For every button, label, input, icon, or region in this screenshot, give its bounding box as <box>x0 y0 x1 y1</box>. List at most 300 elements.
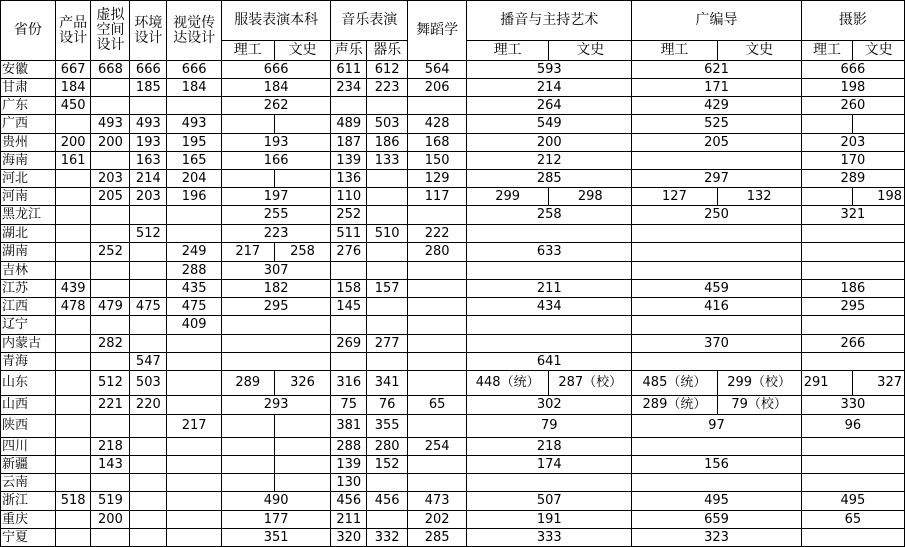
environment-design-cell <box>130 97 167 115</box>
province-cell: 甘肃 <box>1 79 56 97</box>
product-design-cell <box>55 262 91 280</box>
broadcast-cell <box>467 316 632 335</box>
virtual-space-design-cell <box>91 97 130 115</box>
header-text: 空间 <box>96 22 125 39</box>
subheader-voice: 声乐 <box>331 41 367 61</box>
photo-cell: 295 <box>801 298 904 316</box>
broadcast-cell: 258 <box>467 206 632 225</box>
editing-lit-cell: 132 <box>717 188 801 206</box>
table-row <box>1 316 905 335</box>
instrument-cell: 503 <box>367 115 408 134</box>
costume-cell: 177 <box>221 511 330 529</box>
instrument-cell: 186 <box>367 134 408 152</box>
editing-lit-cell: 299（校） <box>717 371 801 396</box>
dance-cell: 202 <box>408 511 467 529</box>
province-cell: 陕西 <box>1 415 56 438</box>
costume-lit-cell <box>274 170 331 188</box>
product-design-cell <box>55 243 91 262</box>
header-province <box>1 1 56 61</box>
province-cell: 重庆 <box>1 511 56 529</box>
header-product-design <box>55 1 91 61</box>
province-cell: 山东 <box>1 371 56 396</box>
photo-lit-cell <box>853 115 905 134</box>
instrument-cell <box>367 188 408 206</box>
instrument-cell: 355 <box>367 415 408 438</box>
table-row <box>1 262 905 280</box>
product-design-cell <box>55 316 91 335</box>
header-text: 设计 <box>96 36 125 53</box>
photo-cell <box>801 353 904 371</box>
province-cell: 安徽 <box>1 61 56 79</box>
voice-cell: 288 <box>331 438 367 456</box>
voice-cell: 110 <box>331 188 367 206</box>
instrument-cell <box>367 206 408 225</box>
costume-cell: 197 <box>221 188 330 206</box>
voice-cell: 252 <box>331 206 367 225</box>
broadcast-cell: 264 <box>467 97 632 115</box>
header-text: 视觉传 <box>173 14 216 31</box>
photo-cell <box>801 438 904 456</box>
environment-design-cell <box>130 262 167 280</box>
visual-communication-cell: 493 <box>167 115 222 134</box>
visual-communication-cell: 204 <box>167 170 222 188</box>
broadcast-cell: 593 <box>467 61 632 79</box>
dance-cell: 564 <box>408 61 467 79</box>
dance-cell <box>408 371 467 396</box>
instrument-cell: 341 <box>367 371 408 396</box>
visual-communication-cell <box>167 97 222 115</box>
header-text: 设计 <box>134 29 163 46</box>
environment-design-cell <box>130 474 167 492</box>
virtual-space-design-cell <box>91 262 130 280</box>
header-text: 服装表演本科 <box>234 12 319 29</box>
product-design-cell <box>55 170 91 188</box>
province-cell: 黑龙江 <box>1 206 56 225</box>
editing-cell: 97 <box>632 415 801 438</box>
product-design-cell <box>55 225 91 243</box>
table-row <box>1 225 905 243</box>
visual-communication-cell <box>167 474 222 492</box>
dance-cell <box>408 335 467 353</box>
costume-cell: 193 <box>221 134 330 152</box>
visual-communication-cell: 196 <box>167 188 222 206</box>
virtual-space-design-cell: 512 <box>91 371 130 396</box>
voice-cell: 139 <box>331 456 367 474</box>
visual-communication-cell <box>167 335 222 353</box>
editing-cell <box>632 262 801 280</box>
table-header <box>1 1 905 61</box>
broadcast-cell: 218 <box>467 438 632 456</box>
environment-design-cell: 475 <box>130 298 167 316</box>
broadcast-cell: 641 <box>467 353 632 371</box>
instrument-cell: 612 <box>367 61 408 79</box>
environment-design-cell: 547 <box>130 353 167 371</box>
broadcast-cell <box>467 335 632 353</box>
photo-cell <box>801 243 904 262</box>
costume-cell: 184 <box>221 79 330 97</box>
province-cell: 新疆 <box>1 456 56 474</box>
instrument-cell: 332 <box>367 529 408 547</box>
editing-cell: 659 <box>632 511 801 529</box>
dance-cell <box>408 456 467 474</box>
visual-communication-cell <box>167 492 222 511</box>
editing-cell <box>632 438 801 456</box>
province-cell: 江苏 <box>1 280 56 298</box>
broadcast-cell: 174 <box>467 456 632 474</box>
editing-cell <box>632 353 801 371</box>
product-design-cell <box>55 438 91 456</box>
broadcast-cell: 212 <box>467 152 632 170</box>
voice-cell: 136 <box>331 170 367 188</box>
virtual-space-design-cell <box>91 79 130 97</box>
table-row <box>1 335 905 353</box>
dance-cell: 117 <box>408 188 467 206</box>
virtual-space-design-cell: 205 <box>91 188 130 206</box>
table-row <box>1 371 905 396</box>
table-row <box>1 438 905 456</box>
costume-cell: 182 <box>221 280 330 298</box>
photo-cell: 198 <box>801 79 904 97</box>
voice-cell <box>331 262 367 280</box>
broadcast-lit-cell: 298 <box>549 188 632 206</box>
province-cell: 云南 <box>1 474 56 492</box>
province-cell: 吉林 <box>1 262 56 280</box>
visual-communication-cell: 666 <box>167 61 222 79</box>
photo-cell <box>801 262 904 280</box>
editing-cell: 525 <box>632 115 801 134</box>
broadcast-cell: 200 <box>467 134 632 152</box>
voice-cell: 611 <box>331 61 367 79</box>
header-text: 达设计 <box>173 29 216 46</box>
table-row <box>1 511 905 529</box>
dance-cell: 206 <box>408 79 467 97</box>
visual-communication-cell: 435 <box>167 280 222 298</box>
virtual-space-design-cell <box>91 415 130 438</box>
editing-cell: 250 <box>632 206 801 225</box>
product-design-cell: 518 <box>55 492 91 511</box>
broadcast-cell: 211 <box>467 280 632 298</box>
environment-design-cell: 512 <box>130 225 167 243</box>
visual-communication-cell: 184 <box>167 79 222 97</box>
costume-cell: 293 <box>221 396 330 415</box>
costume-lit-cell <box>274 474 331 492</box>
table-row <box>1 280 905 298</box>
dance-cell: 129 <box>408 170 467 188</box>
virtual-space-design-cell: 221 <box>91 396 130 415</box>
table-body <box>1 61 905 547</box>
visual-communication-cell <box>167 206 222 225</box>
table-row <box>1 474 905 492</box>
costume-sci-cell <box>221 456 274 474</box>
dance-cell <box>408 316 467 335</box>
costume-cell: 666 <box>221 61 330 79</box>
instrument-cell: 223 <box>367 79 408 97</box>
costume-lit-cell <box>274 415 331 438</box>
editing-cell: 323 <box>632 529 801 547</box>
province-cell: 湖南 <box>1 243 56 262</box>
virtual-space-design-cell <box>91 353 130 371</box>
subheader-sci: 理工 <box>467 41 549 61</box>
province-cell: 河南 <box>1 188 56 206</box>
editing-cell <box>632 243 801 262</box>
costume-lit-cell <box>274 456 331 474</box>
visual-communication-cell <box>167 511 222 529</box>
costume-lit-cell: 326 <box>274 371 331 396</box>
costume-cell: 307 <box>221 262 330 280</box>
editing-sci-cell: 485（统） <box>632 371 717 396</box>
voice-cell: 187 <box>331 134 367 152</box>
costume-cell: 295 <box>221 298 330 316</box>
voice-cell: 130 <box>331 474 367 492</box>
photo-cell: 330 <box>801 396 904 415</box>
table-row <box>1 79 905 97</box>
table-row <box>1 396 905 415</box>
environment-design-cell <box>130 243 167 262</box>
environment-design-cell <box>130 316 167 335</box>
editing-cell: 370 <box>632 335 801 353</box>
instrument-cell: 133 <box>367 152 408 170</box>
instrument-cell <box>367 262 408 280</box>
header-text: 广编导 <box>695 12 738 29</box>
costume-sci-cell <box>221 170 274 188</box>
dance-cell <box>408 280 467 298</box>
broadcast-cell: 214 <box>467 79 632 97</box>
instrument-cell <box>367 511 408 529</box>
dance-cell: 65 <box>408 396 467 415</box>
voice-cell: 320 <box>331 529 367 547</box>
editing-sci-cell: 289（统） <box>632 396 717 415</box>
broadcast-cell: 633 <box>467 243 632 262</box>
instrument-cell <box>367 353 408 371</box>
instrument-cell <box>367 97 408 115</box>
voice-cell: 381 <box>331 415 367 438</box>
editing-cell <box>632 316 801 335</box>
product-design-cell <box>55 396 91 415</box>
virtual-space-design-cell: 519 <box>91 492 130 511</box>
province-cell: 广西 <box>1 115 56 134</box>
instrument-cell: 280 <box>367 438 408 456</box>
environment-design-cell: 214 <box>130 170 167 188</box>
subheader-sci: 理工 <box>221 41 274 61</box>
instrument-cell: 157 <box>367 280 408 298</box>
table-row <box>1 298 905 316</box>
costume-sci-cell: 289 <box>221 371 274 396</box>
header-province-label: 省份 <box>13 22 42 39</box>
photo-sci-cell <box>801 188 853 206</box>
visual-communication-cell: 249 <box>167 243 222 262</box>
instrument-cell <box>367 474 408 492</box>
dance-cell: 222 <box>408 225 467 243</box>
header-environment-design <box>130 1 167 61</box>
header-text: 虚拟 <box>96 7 125 24</box>
instrument-cell <box>367 298 408 316</box>
photo-cell: 666 <box>801 61 904 79</box>
voice-cell <box>331 316 367 335</box>
photo-cell: 186 <box>801 280 904 298</box>
costume-lit-cell: 258 <box>274 243 331 262</box>
subheader-instrument: 器乐 <box>367 41 408 61</box>
photo-sci-cell <box>801 115 853 134</box>
table-row <box>1 97 905 115</box>
instrument-cell: 456 <box>367 492 408 511</box>
product-design-cell: 450 <box>55 97 91 115</box>
instrument-cell: 510 <box>367 225 408 243</box>
virtual-space-design-cell: 282 <box>91 335 130 353</box>
dance-cell <box>408 298 467 316</box>
environment-design-cell: 666 <box>130 61 167 79</box>
editing-cell: 297 <box>632 170 801 188</box>
photo-cell: 321 <box>801 206 904 225</box>
broadcast-cell <box>467 225 632 243</box>
voice-cell: 211 <box>331 511 367 529</box>
virtual-space-design-cell: 668 <box>91 61 130 79</box>
editing-sci-cell: 127 <box>632 188 717 206</box>
photo-cell <box>801 225 904 243</box>
editing-cell: 429 <box>632 97 801 115</box>
photo-cell: 260 <box>801 97 904 115</box>
environment-design-cell: 220 <box>130 396 167 415</box>
environment-design-cell: 503 <box>130 371 167 396</box>
voice-cell: 158 <box>331 280 367 298</box>
table-row <box>1 188 905 206</box>
costume-cell: 223 <box>221 225 330 243</box>
voice-cell <box>331 353 367 371</box>
voice-cell: 145 <box>331 298 367 316</box>
header-text: 产品 <box>59 14 88 31</box>
costume-cell: 490 <box>221 492 330 511</box>
product-design-cell: 200 <box>55 134 91 152</box>
costume-lit-cell <box>274 438 331 456</box>
virtual-space-design-cell: 218 <box>91 438 130 456</box>
photo-cell: 65 <box>801 511 904 529</box>
dance-cell <box>408 415 467 438</box>
province-cell: 内蒙古 <box>1 335 56 353</box>
dance-cell: 168 <box>408 134 467 152</box>
table-row <box>1 492 905 511</box>
product-design-cell <box>55 511 91 529</box>
product-design-cell <box>55 353 91 371</box>
costume-cell: 255 <box>221 206 330 225</box>
photo-cell <box>801 316 904 335</box>
photo-cell: 289 <box>801 170 904 188</box>
header-costume-performance <box>221 1 330 41</box>
table-row <box>1 243 905 262</box>
environment-design-cell: 185 <box>130 79 167 97</box>
editing-cell: 621 <box>632 61 801 79</box>
photo-lit-cell: 327 <box>853 371 905 396</box>
voice-cell: 316 <box>331 371 367 396</box>
header-photography <box>801 1 904 41</box>
voice-cell: 511 <box>331 225 367 243</box>
dance-cell <box>408 262 467 280</box>
table-row <box>1 456 905 474</box>
table-row <box>1 134 905 152</box>
editing-cell <box>632 474 801 492</box>
virtual-space-design-cell: 479 <box>91 298 130 316</box>
environment-design-cell <box>130 511 167 529</box>
subheader-lit: 文史 <box>717 41 801 61</box>
editing-cell: 171 <box>632 79 801 97</box>
broadcast-cell <box>467 262 632 280</box>
province-cell: 山西 <box>1 396 56 415</box>
header-broadcasting-hosting <box>467 1 632 41</box>
visual-communication-cell <box>167 438 222 456</box>
costume-cell: 262 <box>221 97 330 115</box>
editing-cell: 459 <box>632 280 801 298</box>
visual-communication-cell: 409 <box>167 316 222 335</box>
header-text: 播音与主持艺术 <box>500 12 599 29</box>
product-design-cell <box>55 474 91 492</box>
product-design-cell <box>55 188 91 206</box>
broadcast-cell <box>467 474 632 492</box>
virtual-space-design-cell <box>91 152 130 170</box>
product-design-cell: 184 <box>55 79 91 97</box>
voice-cell: 489 <box>331 115 367 134</box>
visual-communication-cell: 217 <box>167 415 222 438</box>
dance-cell <box>408 474 467 492</box>
product-design-cell <box>55 335 91 353</box>
photo-lit-cell: 198 <box>853 188 905 206</box>
visual-communication-cell: 288 <box>167 262 222 280</box>
costume-sci-cell <box>221 115 274 134</box>
province-cell: 海南 <box>1 152 56 170</box>
photo-cell: 96 <box>801 415 904 438</box>
voice-cell: 456 <box>331 492 367 511</box>
environment-design-cell <box>130 492 167 511</box>
product-design-cell <box>55 115 91 134</box>
broadcast-sci-cell: 299 <box>467 188 549 206</box>
virtual-space-design-cell <box>91 206 130 225</box>
environment-design-cell <box>130 280 167 298</box>
environment-design-cell <box>130 456 167 474</box>
broadcast-cell: 333 <box>467 529 632 547</box>
dance-cell <box>408 97 467 115</box>
environment-design-cell <box>130 438 167 456</box>
costume-cell <box>221 335 330 353</box>
province-cell: 青海 <box>1 353 56 371</box>
photo-sci-cell: 291 <box>801 371 853 396</box>
province-cell: 四川 <box>1 438 56 456</box>
product-design-cell <box>55 206 91 225</box>
costume-cell <box>221 316 330 335</box>
voice-cell: 269 <box>331 335 367 353</box>
visual-communication-cell <box>167 371 222 396</box>
photo-cell: 170 <box>801 152 904 170</box>
virtual-space-design-cell <box>91 225 130 243</box>
environment-design-cell: 203 <box>130 188 167 206</box>
visual-communication-cell <box>167 225 222 243</box>
product-design-cell <box>55 371 91 396</box>
environment-design-cell: 193 <box>130 134 167 152</box>
dance-cell: 285 <box>408 529 467 547</box>
virtual-space-design-cell: 493 <box>91 115 130 134</box>
subheader-sci: 理工 <box>632 41 717 61</box>
subheader-lit: 文史 <box>549 41 632 61</box>
product-design-cell: 667 <box>55 61 91 79</box>
environment-design-cell: 493 <box>130 115 167 134</box>
environment-design-cell <box>130 335 167 353</box>
province-cell: 广东 <box>1 97 56 115</box>
visual-communication-cell <box>167 456 222 474</box>
header-editing-directing <box>632 1 801 41</box>
costume-sci-cell <box>221 438 274 456</box>
editing-cell <box>632 152 801 170</box>
virtual-space-design-cell: 252 <box>91 243 130 262</box>
instrument-cell <box>367 243 408 262</box>
editing-cell: 495 <box>632 492 801 511</box>
photo-cell: 495 <box>801 492 904 511</box>
dance-cell: 473 <box>408 492 467 511</box>
